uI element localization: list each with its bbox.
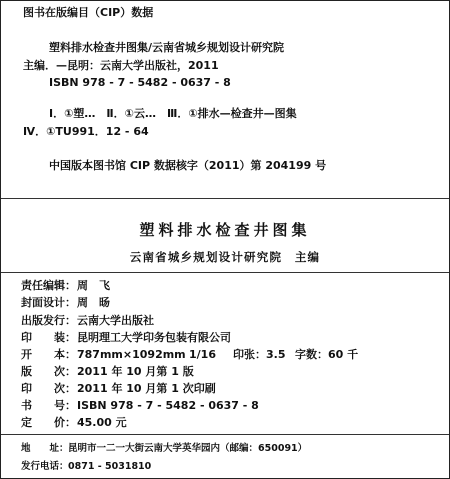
cip-heading: 图书在版编目（CIP）数据 — [23, 6, 154, 19]
colophon-row-editor — [1, 279, 449, 293]
book-editor-line: 云南省城乡规划设计研究院 主编 — [129, 250, 321, 264]
colophon-label: 出版发行： — [21, 314, 76, 327]
colophon-row-isbn — [1, 399, 449, 413]
cip-verification: 中国版本图书馆 CIP 数据核字（2011）第 204199 号 — [49, 159, 327, 172]
colophon-label: 开 本： — [21, 348, 76, 361]
divider — [1, 198, 449, 199]
format-sheets: 印张：3.5 — [233, 348, 286, 361]
colophon-label: 印 次： — [21, 382, 76, 395]
colophon-label: 责任编辑： — [21, 279, 76, 292]
colophon-row-cover — [1, 296, 449, 310]
colophon-row-printer — [1, 331, 449, 345]
colophon-label: 定 价： — [21, 416, 76, 429]
colophon-row-edition — [1, 365, 449, 379]
cip-subjects: Ⅰ．①塑… Ⅱ．①云… Ⅲ．①排水—检查井—图集 — [49, 107, 297, 120]
footer-label: 发行电话： — [21, 461, 69, 472]
divider — [1, 434, 449, 435]
colophon-label: 封面设计： — [21, 296, 76, 309]
format-size: 787mm×1092mm — [77, 348, 186, 361]
divider — [1, 272, 449, 273]
cip-entry-isbn: ISBN 978 - 7 - 5482 - 0637 - 8 — [49, 76, 231, 89]
cip-entry-publisher: 主编．—昆明：云南大学出版社，2011 — [23, 59, 219, 72]
colophon-value: 2011 年 10 月第 1 版 — [77, 365, 194, 378]
colophon-value: ISBN 978 - 7 - 5482 - 0637 - 8 — [77, 399, 259, 412]
cip-entry-title: 塑料排水检查井图集/云南省城乡规划设计研究院 — [49, 41, 285, 54]
colophon-value: 昆明理工大学印务包装有限公司 — [77, 331, 231, 344]
colophon-row-publisher — [1, 314, 449, 328]
footer-value: 昆明市一二一大街云南大学英华园内（邮编：650091） — [68, 443, 308, 454]
colophon-value: 周 飞 — [77, 279, 110, 292]
colophon-row-printing — [1, 382, 449, 396]
footer-phone — [1, 461, 449, 475]
format-fold: 1/16 — [189, 348, 216, 361]
colophon-value: 45.00 元 — [77, 416, 127, 429]
colophon-row-price — [1, 416, 449, 430]
colophon-label: 书 号： — [21, 399, 76, 412]
format-words: 字数：60 千 — [295, 348, 359, 361]
colophon-value: 2011 年 10 月第 1 次印刷 — [77, 382, 216, 395]
footer-label: 地 址： — [21, 443, 69, 454]
colophon-label: 印 装： — [21, 331, 76, 344]
cip-classification: Ⅳ．①TU991．12 - 64 — [23, 125, 149, 138]
colophon-value: 云南大学出版社 — [77, 314, 154, 327]
footer-address — [1, 443, 449, 457]
book-title: 塑料排水检查井图集 — [139, 221, 311, 239]
colophon-label: 版 次： — [21, 365, 76, 378]
colophon-row-format — [1, 348, 449, 362]
footer-value: 0871 - 5031810 — [68, 461, 152, 472]
colophon-value: 周 旸 — [77, 296, 110, 309]
